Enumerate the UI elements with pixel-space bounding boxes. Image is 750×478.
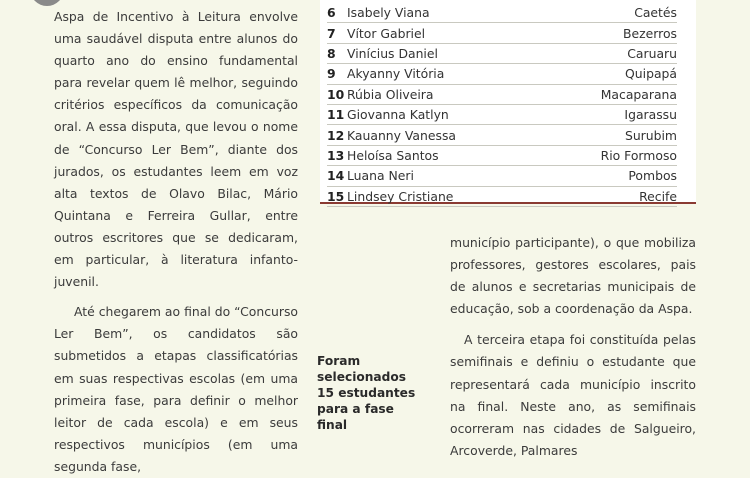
row-number: 14: [327, 168, 345, 184]
article-paragraph: município participante), o que mobiliza professores, gestores escolares, pais de alunos e secretarias municipais de educação, sob a coordenação da Aspa.: [450, 235, 696, 317]
article-paragraph: Até chegarem ao final do “Concurso Ler Bem”, os candidatos são submetidos a etapas classificatórias em suas respectivas escolas (em uma primeira fase, para definir o melhor leitor de cada escola) e em seus respectivos municípios (em uma segunda fase,: [54, 304, 298, 474]
student-city: Caruaru: [627, 45, 677, 61]
table-row: [327, 85, 677, 105]
row-number: 8: [327, 45, 336, 61]
row-number: 12: [327, 127, 345, 143]
student-name: Giovanna Katlyn: [347, 107, 449, 123]
row-number: 7: [327, 25, 336, 41]
table-caption: Foram selecionados 15 estudantes para a fase final: [317, 354, 416, 432]
student-name: Heloísa Santos: [347, 147, 439, 163]
student-city: Recife: [639, 188, 677, 204]
row-number: 11: [327, 107, 345, 123]
article-right-column: [450, 232, 696, 462]
student-city: Rio Formoso: [600, 147, 677, 163]
article-paragraph: Aspa de Incentivo à Leitura envolve uma saudável disputa entre alunos do quarto ano do ensino fundamental para revelar quem lê melhor, seguindo critérios específicos da comunicação oral. A essa disputa, que levou o nome de “Concurso Ler Bem”, diante dos jurados, os estudantes leem em voz alta textos de Olavo Bilac, Mário Quintana e Ferreira Gullar, entre outros escritores que se dedicaram, em particular, à literatura infanto-juvenil.: [54, 9, 298, 290]
student-name: Rúbia Oliveira: [347, 86, 434, 102]
student-city: Quipapá: [625, 66, 677, 82]
table-row: [327, 105, 677, 125]
finalists-list: [327, 3, 677, 207]
student-city: Macaparana: [600, 86, 677, 102]
table-row: [327, 166, 677, 186]
table-row: [327, 187, 677, 207]
row-number: 9: [327, 66, 336, 82]
table-row: [327, 44, 677, 64]
student-name: Akyanny Vitória: [347, 66, 445, 82]
student-city: Caetés: [634, 5, 677, 21]
row-number: 10: [327, 86, 345, 102]
student-city: Bezerros: [623, 25, 677, 41]
finalists-table: [320, 0, 696, 204]
table-row: [327, 146, 677, 166]
article-paragraph: A terceira etapa foi constituída pelas semifinais e definiu o estudante que representará cada município inscrito na final. Neste ano, as semifinais ocorreram nas cidades de Salgueiro, Arcoverde, Palmares: [450, 332, 696, 458]
table-row: [327, 3, 677, 23]
student-name: Vítor Gabriel: [347, 25, 426, 41]
student-name: Kauanny Vanessa: [347, 127, 457, 143]
row-number: 13: [327, 147, 345, 163]
row-number: 6: [327, 5, 336, 21]
table-row: [327, 23, 677, 43]
student-city: Igarassu: [624, 107, 677, 123]
row-number: 15: [327, 188, 345, 204]
student-name: Vinícius Daniel: [347, 45, 438, 61]
article-left-column: [54, 0, 298, 478]
student-city: Pombos: [628, 168, 677, 184]
table-row: [327, 64, 677, 84]
student-name: Isabely Viana: [347, 5, 430, 21]
student-city: Surubim: [624, 127, 677, 143]
table-row: [327, 125, 677, 145]
student-name: Lindsey Cristiane: [347, 188, 454, 204]
student-name: Luana Neri: [347, 168, 414, 184]
